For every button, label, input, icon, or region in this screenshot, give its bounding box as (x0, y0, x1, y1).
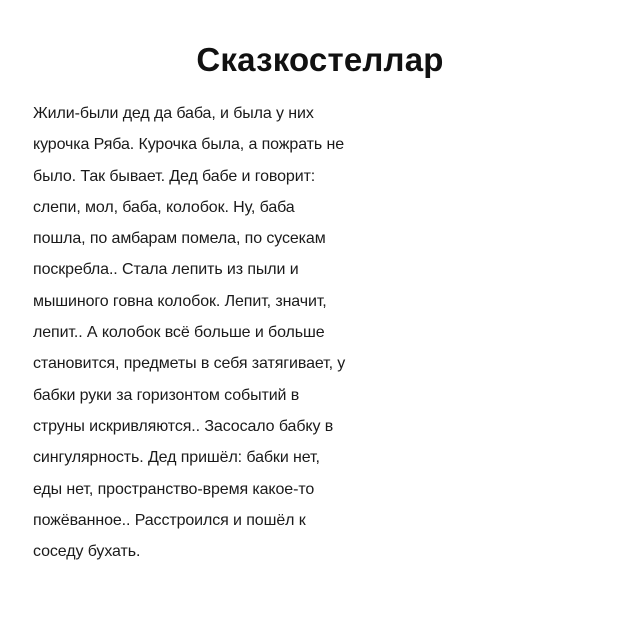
story-title: Сказкостеллар (196, 41, 444, 78)
story-line: Жили-были дед да баба, и была у них (33, 105, 314, 122)
story-line: слепи, мол, баба, колобок. Ну, баба (33, 198, 295, 216)
story-line: сингулярность. Дед пришёл: бабки нет, (33, 449, 320, 467)
story-line: становится, предметы в себя затягивает, у (33, 355, 346, 373)
story-line: струны искривляются.. Засосало бабку в (33, 417, 334, 435)
story-line: соседу бухать. (33, 543, 141, 561)
story-line: лепит.. А колобок всё больше и больше (33, 324, 325, 342)
story-line: поскребла.. Стала лепить из пыли и (33, 261, 299, 279)
story-line: было. Так бывает. Дед бабе и говорит: (33, 167, 316, 185)
story-line: курочка Ряба. Курочка была, а пожрать не (33, 136, 344, 154)
story-line: мышиного говна колобок. Лепит, значит, (33, 292, 327, 310)
story-line: пожёванное.. Расстроился и пошёл к (33, 511, 306, 529)
story-line: пошла, по амбарам помела, по сусекам (33, 230, 326, 248)
story-line: еды нет, пространство-время какое-то (33, 480, 315, 498)
story-text (33, 98, 633, 567)
story-line: бабки руки за горизонтом событий в (33, 386, 300, 404)
